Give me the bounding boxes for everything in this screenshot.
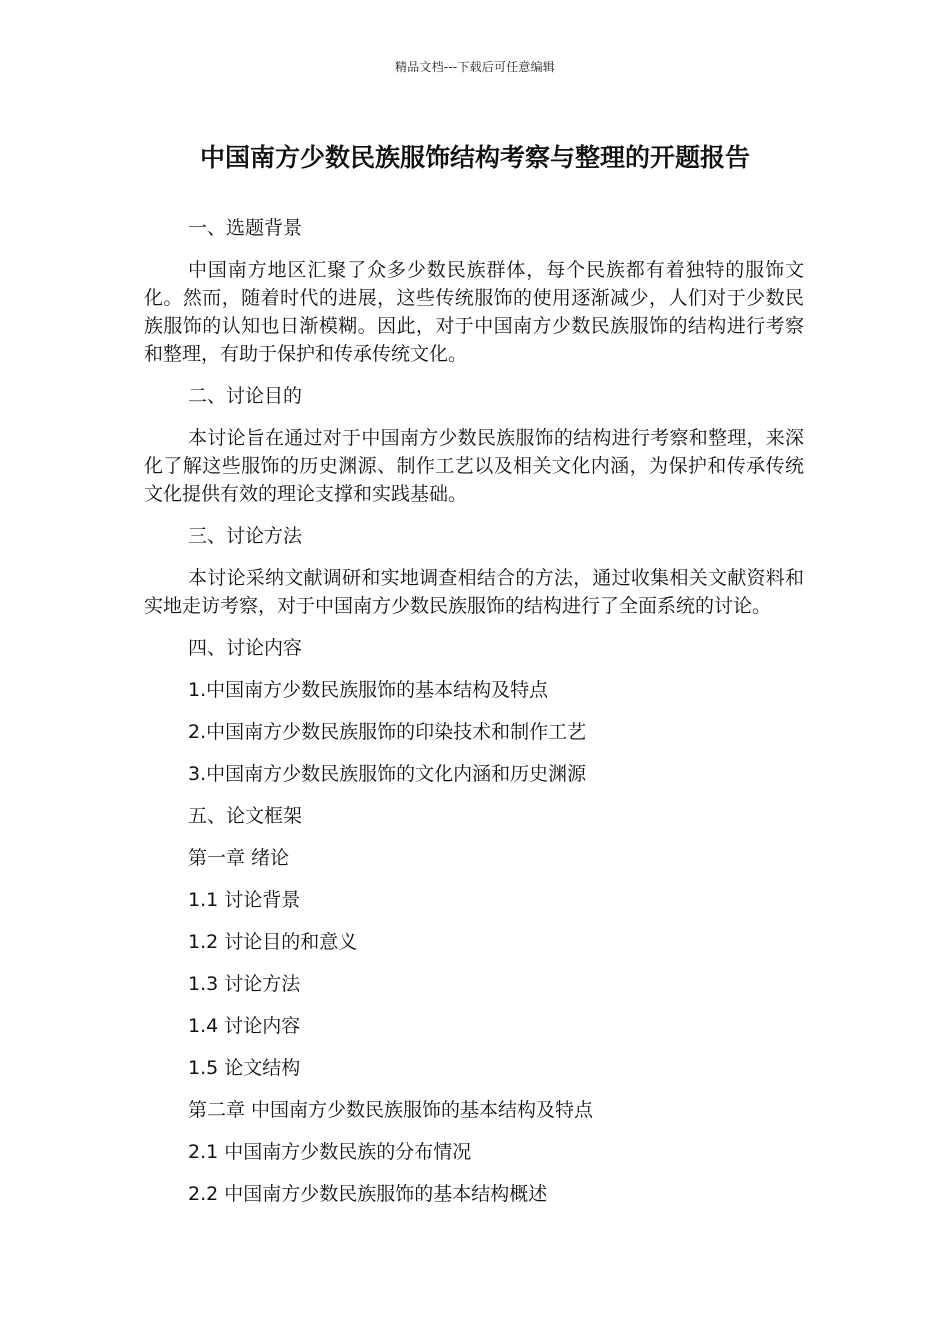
framework-item: 1.2 讨论目的和意义: [188, 931, 358, 953]
section-heading-method: 三、讨论方法: [188, 525, 303, 547]
framework-item: 2.2 中国南方少数民族服饰的基本结构概述: [188, 1183, 548, 1205]
framework-item: 第二章 中国南方少数民族服饰的基本结构及特点: [188, 1099, 594, 1121]
section-heading-content: 四、讨论内容: [188, 637, 303, 659]
framework-item: 第一章 绪论: [188, 847, 290, 869]
header-note: 精品文档---下载后可任意编辑: [395, 60, 555, 74]
content-item: 2.中国南方少数民族服饰的印染技术和制作工艺: [188, 721, 587, 743]
section-heading-purpose: 二、讨论目的: [188, 385, 303, 407]
section-text-background: 中国南方地区汇聚了众多少数民族群体，每个民族都有着独特的服饰文化。然而，随着时代的进展，这些传统服饰的使用逐渐减少，人们对于少数民族服饰的认知也日渐模糊。因此，对于中国南方少数民族服饰的结构进行考察和整理，有助于保护和传承传统文化。: [144, 259, 804, 365]
framework-item: 2.1 中国南方少数民族的分布情况: [188, 1141, 472, 1163]
framework-item: 1.3 讨论方法: [188, 973, 301, 995]
document-body: [144, 214, 804, 1222]
content-item: 3.中国南方少数民族服饰的文化内涵和历史渊源: [188, 763, 587, 785]
section-text-method: 本讨论采纳文献调研和实地调查相结合的方法，通过收集相关文献资料和实地走访考察，对于中国南方少数民族服饰的结构进行了全面系统的讨论。: [144, 567, 804, 617]
section-text-purpose: 本讨论旨在通过对于中国南方少数民族服饰的结构进行考察和整理，来深化了解这些服饰的历史渊源、制作工艺以及相关文化内涵，为保护和传承传统文化提供有效的理论支撑和实践基础。: [144, 427, 804, 505]
framework-item: 1.5 论文结构: [188, 1057, 301, 1079]
section-heading-framework: 五、论文框架: [188, 805, 303, 827]
framework-item: 1.4 讨论内容: [188, 1015, 301, 1037]
content-item: 1.中国南方少数民族服饰的基本结构及特点: [188, 679, 549, 701]
section-heading-background: 一、选题背景: [188, 217, 303, 239]
document-title: 中国南方少数民族服饰结构考察与整理的开题报告: [199, 143, 750, 172]
framework-item: 1.1 讨论背景: [188, 889, 301, 911]
